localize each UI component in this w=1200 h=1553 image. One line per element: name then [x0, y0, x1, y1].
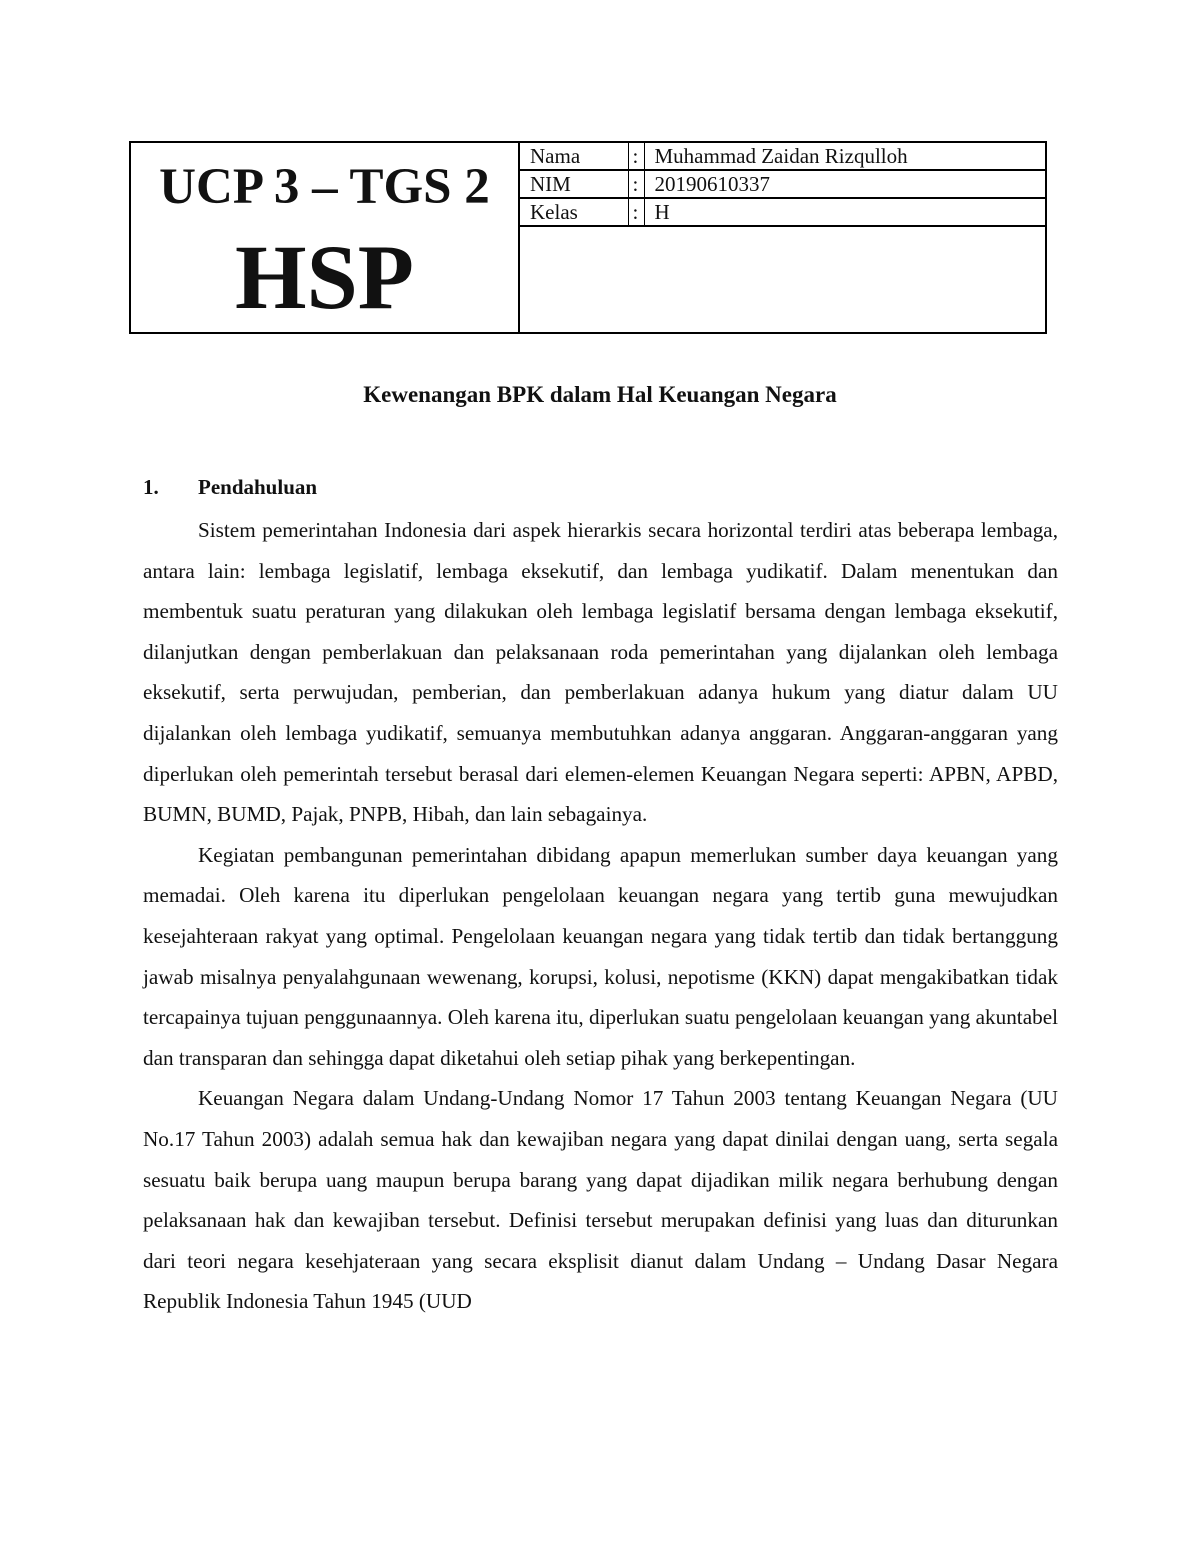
course-code: HSP	[235, 226, 414, 328]
info-value: H	[644, 198, 1045, 226]
section-number: 1.	[143, 475, 159, 499]
student-info-table	[520, 143, 1045, 227]
info-separator: :	[628, 170, 644, 198]
info-separator: :	[628, 143, 644, 170]
student-info	[520, 143, 1045, 332]
section-title: Pendahuluan	[198, 475, 318, 499]
assignment-title: UCP 3 – TGS 2	[159, 159, 490, 215]
info-separator: :	[628, 198, 644, 226]
info-label: NIM	[520, 170, 628, 198]
paragraph: Kegiatan pembangunan pemerintahan dibidang apapun memerlukan sumber daya keuangan yang memadai. Oleh karena itu diperlukan pengelolaan keuangan negara yang tertib guna mewujudkan kesejahteraan rakyat yang optimal. Pengelolaan keuangan negara yang tidak tertib dan tidak bertanggung jawab misalnya penyalahgunaan wewenang, korupsi, kolusi, nepotisme (KKN) dapat mengakibatkan tidak tercapainya tujuan penggunaannya. Oleh karena itu, diperlukan suatu pengelolaan keuangan yang akuntabel dan transparan dan sehingga dapat diketahui oleh setiap pihak yang berkepentingan.	[143, 842, 1058, 1070]
document-title: Kewenangan BPK dalam Hal Keuangan Negara	[363, 382, 837, 407]
header-box	[129, 141, 1047, 334]
title-cell	[131, 143, 520, 332]
info-label: Kelas	[520, 198, 628, 226]
paragraph: Keuangan Negara dalam Undang-Undang Nomor 17 Tahun 2003 tentang Keuangan Negara (UU No.17 Tahun 2003) adalah semua hak dan kewajiban negara yang dapat dinilai dengan uang, serta segala sesuatu baik berupa uang maupun berupa barang yang dapat dijadikan milik negara berhubung dengan pelaksanaan hak dan kewajiban tersebut. Definisi tersebut merupakan definisi yang luas dan diturunkan dari teori negara kesehjateraan yang secara eksplisit dianut dalam Undang – Undang Dasar Negara Republik Indonesia Tahun 1945 (UUD	[143, 1086, 1058, 1314]
info-row-name	[520, 143, 1045, 170]
info-row-nim	[520, 170, 1045, 198]
paragraph: Sistem pemerintahan Indonesia dari aspek hierarkis secara horizontal terdiri atas beberapa lembaga, antara lain: lembaga legislatif, lembaga eksekutif, dan lembaga yudikatif. Dalam menentukan dan membentuk suatu peraturan yang dilakukan oleh lembaga legislatif bersama dengan lembaga eksekutif, dilanjutkan dengan pemberlakuan dan pelaksanaan roda pemerintahan yang dijalankan oleh lembaga eksekutif, serta perwujudan, pemberian, dan pemberlakuan adanya hukum yang diatur dalam UU dijalankan oleh lembaga yudikatif, semuanya membutuhkan adanya anggaran. Anggaran-anggaran yang diperlukan oleh pemerintah tersebut berasal dari elemen-elemen Keuangan Negara seperti: APBN, APBD, BUMN, BUMD, Pajak, PNPB, Hibah, dan lain sebagainya.	[143, 518, 1058, 827]
info-value: 20190610337	[644, 170, 1045, 198]
body-text	[143, 510, 1058, 1322]
info-label: Nama	[520, 143, 628, 170]
info-value: Muhammad Zaidan Rizqulloh	[644, 143, 1045, 170]
section-heading	[143, 472, 317, 502]
info-row-kelas	[520, 198, 1045, 226]
